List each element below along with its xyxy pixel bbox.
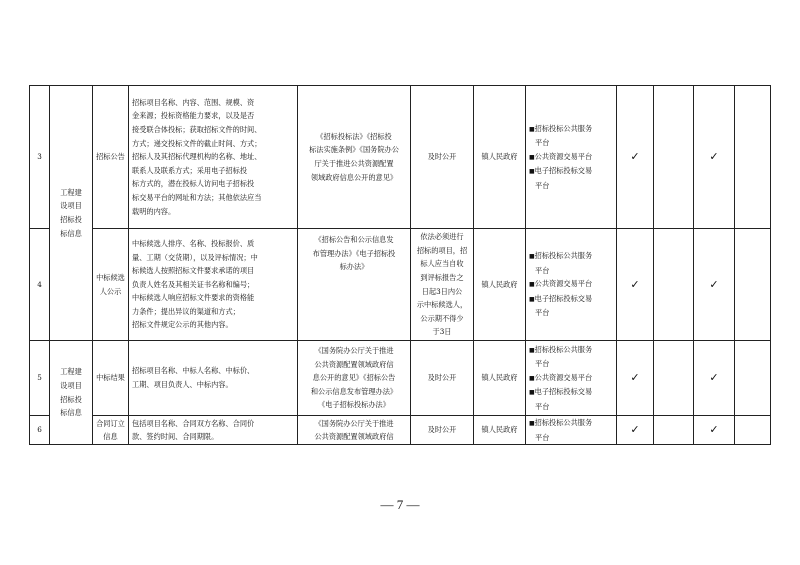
empty-cell — [654, 341, 694, 416]
text-line: 标人应当自收 — [420, 259, 464, 269]
platform-name: 招标投标公共服务 — [534, 123, 593, 133]
item-label: 招标公告 — [96, 152, 125, 162]
text-line: 领域政府信息公开的意见》 — [310, 172, 398, 182]
text-line: 招标文件规定公示的其他内容。 — [132, 320, 233, 330]
text-line: 中标候选人响应招标文件要求的资格能 — [132, 293, 255, 303]
subject-cell — [474, 341, 526, 416]
text-line: 标方式的，潜在投标人访问电子招标投 — [132, 179, 255, 189]
platform-line — [529, 164, 613, 179]
text-line: 包括项目名称、合同双方名称、合同价 — [132, 418, 255, 428]
check-cell-1 — [617, 341, 654, 416]
category-cell — [50, 341, 93, 445]
square-bullet-icon: ■ — [529, 153, 535, 161]
content-cell — [129, 341, 298, 416]
page-number: — 7 — — [380, 497, 420, 512]
text-line: 示中标候选人， — [416, 300, 468, 310]
checkmark-icon: ✓ — [630, 277, 640, 291]
empty-cell — [735, 86, 771, 229]
table-row — [30, 229, 771, 341]
text-line: 金来源；投标资格能力要求，以及是否 — [132, 111, 255, 121]
platform-cell — [526, 416, 617, 445]
platform-line — [529, 385, 613, 400]
empty-cell — [735, 341, 771, 416]
text-line: 招标的项目，招 — [416, 245, 468, 255]
platform-line — [529, 136, 613, 150]
empty-cell — [654, 86, 694, 229]
text-line: 工程建 — [60, 187, 82, 197]
text-line: 《国务院办公厅关于推进 — [314, 418, 394, 428]
empty-cell — [654, 229, 694, 341]
text-line: 及时公开 — [427, 425, 457, 435]
square-bullet-icon: ■ — [529, 281, 535, 289]
text-line: 公共资源配置领域政府信 — [314, 432, 394, 442]
platform-line — [529, 122, 613, 137]
square-bullet-icon: ■ — [529, 346, 535, 354]
text-line: 招标人及其招标代理机构的名称、地址、 — [132, 152, 262, 162]
table-row — [30, 86, 771, 229]
subject-cell — [474, 416, 526, 445]
row-number: 6 — [30, 416, 50, 445]
checkmark-icon: ✓ — [630, 371, 640, 385]
text-line: 布管理办法》《电子招标投 — [312, 248, 396, 258]
platform-name: 平台 — [535, 359, 550, 369]
platform-line — [529, 416, 613, 431]
platform-name: 平台 — [535, 265, 550, 275]
category-cell — [50, 86, 93, 341]
square-bullet-icon: ■ — [529, 420, 535, 427]
platform-line — [529, 371, 613, 386]
check-cell-1 — [617, 86, 654, 229]
empty-cell — [735, 229, 771, 341]
platform-line — [529, 264, 613, 278]
checkmark-icon: ✓ — [709, 150, 719, 164]
square-bullet-icon: ■ — [529, 374, 535, 382]
time-cell — [411, 86, 474, 229]
item-cell — [93, 416, 129, 445]
text-line: 标候选人按照招标文件要求承诺的项目 — [132, 266, 255, 276]
checkmark-icon: ✓ — [709, 423, 719, 437]
platform-name: 平台 — [535, 308, 550, 318]
basis-cell — [298, 86, 411, 229]
time-cell — [411, 341, 474, 416]
platform-line — [529, 400, 613, 414]
text-line: 设项目 — [60, 381, 82, 390]
item-label: 合同订立信息 — [96, 418, 125, 442]
text-line: 标法实施条例》《国务院办公 — [309, 145, 399, 155]
text-line: 息公开的意见》《招标公告 — [312, 373, 396, 383]
platform-name: 公共资源交易平台 — [534, 372, 593, 382]
check-cell-2 — [694, 416, 735, 445]
platform-line — [529, 249, 613, 264]
check-cell-2 — [694, 86, 735, 229]
empty-cell — [654, 416, 694, 445]
subject-cell — [474, 86, 526, 229]
platform-line — [529, 306, 613, 320]
content-cell — [129, 416, 298, 445]
text-line: 设项目 — [60, 201, 82, 211]
check-cell-1 — [617, 416, 654, 445]
text-line: 公示期不得少 — [420, 313, 464, 323]
time-cell — [411, 229, 474, 341]
disclosure-table — [29, 85, 771, 445]
platform-cell — [526, 86, 617, 229]
platform-line — [529, 277, 613, 292]
platform-name: 招标投标公共服务 — [534, 344, 593, 354]
text-line: 《电子招标投标办法》 — [318, 400, 390, 410]
platform-cell — [526, 229, 617, 341]
check-cell-2 — [694, 341, 735, 416]
text-line: 招标投 — [60, 215, 82, 224]
text-line: 工期、项目负责人、中标内容。 — [132, 380, 233, 389]
subject-label: 镇人民政府 — [481, 425, 518, 435]
square-bullet-icon: ■ — [529, 295, 535, 303]
platform-name: 平台 — [535, 138, 550, 148]
platform-name: 公共资源交易平台 — [534, 151, 593, 161]
text-line: 招标投 — [60, 394, 82, 404]
item-label: 中标候选人公示 — [96, 272, 125, 296]
platform-name: 电子招标投标交易 — [534, 387, 593, 397]
text-line: 公共资源配置领域政府信 — [314, 359, 394, 369]
text-line: 款、签约时间、合同期限。 — [132, 432, 219, 442]
text-line: 到评标报告之 — [420, 272, 464, 282]
text-line: 标信息 — [60, 408, 82, 418]
text-line: 和公示信息发布管理办法》 — [310, 386, 398, 396]
text-line: 于3日 — [432, 327, 452, 337]
text-line: 力条件；提出异议的渠道和方式； — [132, 306, 240, 316]
square-bullet-icon: ■ — [529, 389, 535, 397]
item-cell — [93, 341, 129, 416]
text-line: 招标项目名称、中标人名称、中标价、 — [132, 366, 255, 376]
checkmark-icon: ✓ — [630, 423, 640, 437]
text-line: 接受联合体投标；获取招标文件的时间、 — [132, 125, 262, 135]
text-line: 标信息 — [60, 228, 82, 238]
text-line: 负责人姓名及其相关证书名称和编号； — [132, 279, 255, 289]
content-cell — [129, 86, 298, 229]
platform-name: 招标投标公共服务 — [534, 418, 593, 427]
text-line: 及时公开 — [427, 373, 457, 383]
text-line: 工程建 — [60, 367, 82, 377]
platform-name: 平台 — [535, 401, 550, 411]
content-cell — [129, 229, 298, 341]
text-line: 依法必须进行 — [420, 232, 464, 242]
platform-name: 招标投标公共服务 — [534, 251, 593, 261]
basis-cell — [298, 341, 411, 416]
text-line: 《国务院办公厅关于推进 — [314, 346, 394, 356]
text-line: 载明的内容。 — [132, 206, 176, 216]
subject-label: 镇人民政府 — [481, 373, 518, 383]
table-row — [30, 341, 771, 416]
checkmark-icon: ✓ — [630, 150, 640, 164]
row-number: 3 — [30, 86, 50, 229]
square-bullet-icon: ■ — [529, 168, 535, 176]
item-label: 中标结果 — [96, 373, 125, 383]
platform-cell — [526, 341, 617, 416]
subject-label: 镇人民政府 — [481, 152, 518, 162]
platform-name: 电子招标投标交易 — [534, 293, 593, 303]
square-bullet-icon: ■ — [529, 125, 535, 133]
text-line: 日起3日内公 — [421, 286, 463, 296]
platform-name: 平台 — [535, 180, 550, 190]
checkmark-icon: ✓ — [709, 277, 719, 291]
platform-name: 平台 — [535, 432, 550, 442]
square-bullet-icon: ■ — [529, 253, 535, 261]
text-line: 方式；递交投标文件的截止时间、方式； — [132, 138, 262, 148]
time-cell — [411, 416, 474, 445]
platform-name: 公共资源交易平台 — [534, 279, 593, 289]
checkmark-icon: ✓ — [709, 371, 719, 385]
check-cell-2 — [694, 229, 735, 341]
text-line: 招标项目名称、内容、范围、规模、资 — [132, 97, 255, 107]
check-cell-1 — [617, 229, 654, 341]
text-line: 及时公开 — [427, 152, 457, 162]
text-line: 厅关于推进公共资源配置 — [314, 159, 394, 168]
subject-label: 镇人民政府 — [481, 279, 518, 289]
text-line: 《招标公告和公示信息发 — [314, 235, 394, 244]
text-line: 联系人及联系方式；采用电子招标投 — [132, 165, 248, 175]
text-line: 标办法》 — [339, 262, 369, 272]
platform-line — [529, 357, 613, 371]
text-line: 《招标投标法》《招标投 — [316, 131, 392, 141]
subject-cell — [474, 229, 526, 341]
item-cell — [93, 229, 129, 341]
row-number: 4 — [30, 229, 50, 341]
empty-cell — [735, 416, 771, 445]
text-line: 标交易平台的网址和方法；其他依法应当 — [132, 192, 262, 202]
platform-line — [529, 179, 613, 193]
text-line: 量、工期（交货期），以及评标情况；中 — [132, 252, 258, 262]
platform-line — [529, 292, 613, 307]
item-cell — [93, 86, 129, 229]
platform-name: 电子招标投标交易 — [534, 166, 593, 176]
basis-cell — [298, 229, 411, 341]
platform-line — [529, 150, 613, 165]
row-number: 5 — [30, 341, 50, 416]
basis-cell — [298, 416, 411, 445]
platform-line — [529, 431, 613, 445]
text-line: 中标候选人排序、名称、投标报价、质 — [132, 238, 255, 248]
platform-line — [529, 343, 613, 358]
table-row — [30, 416, 771, 445]
